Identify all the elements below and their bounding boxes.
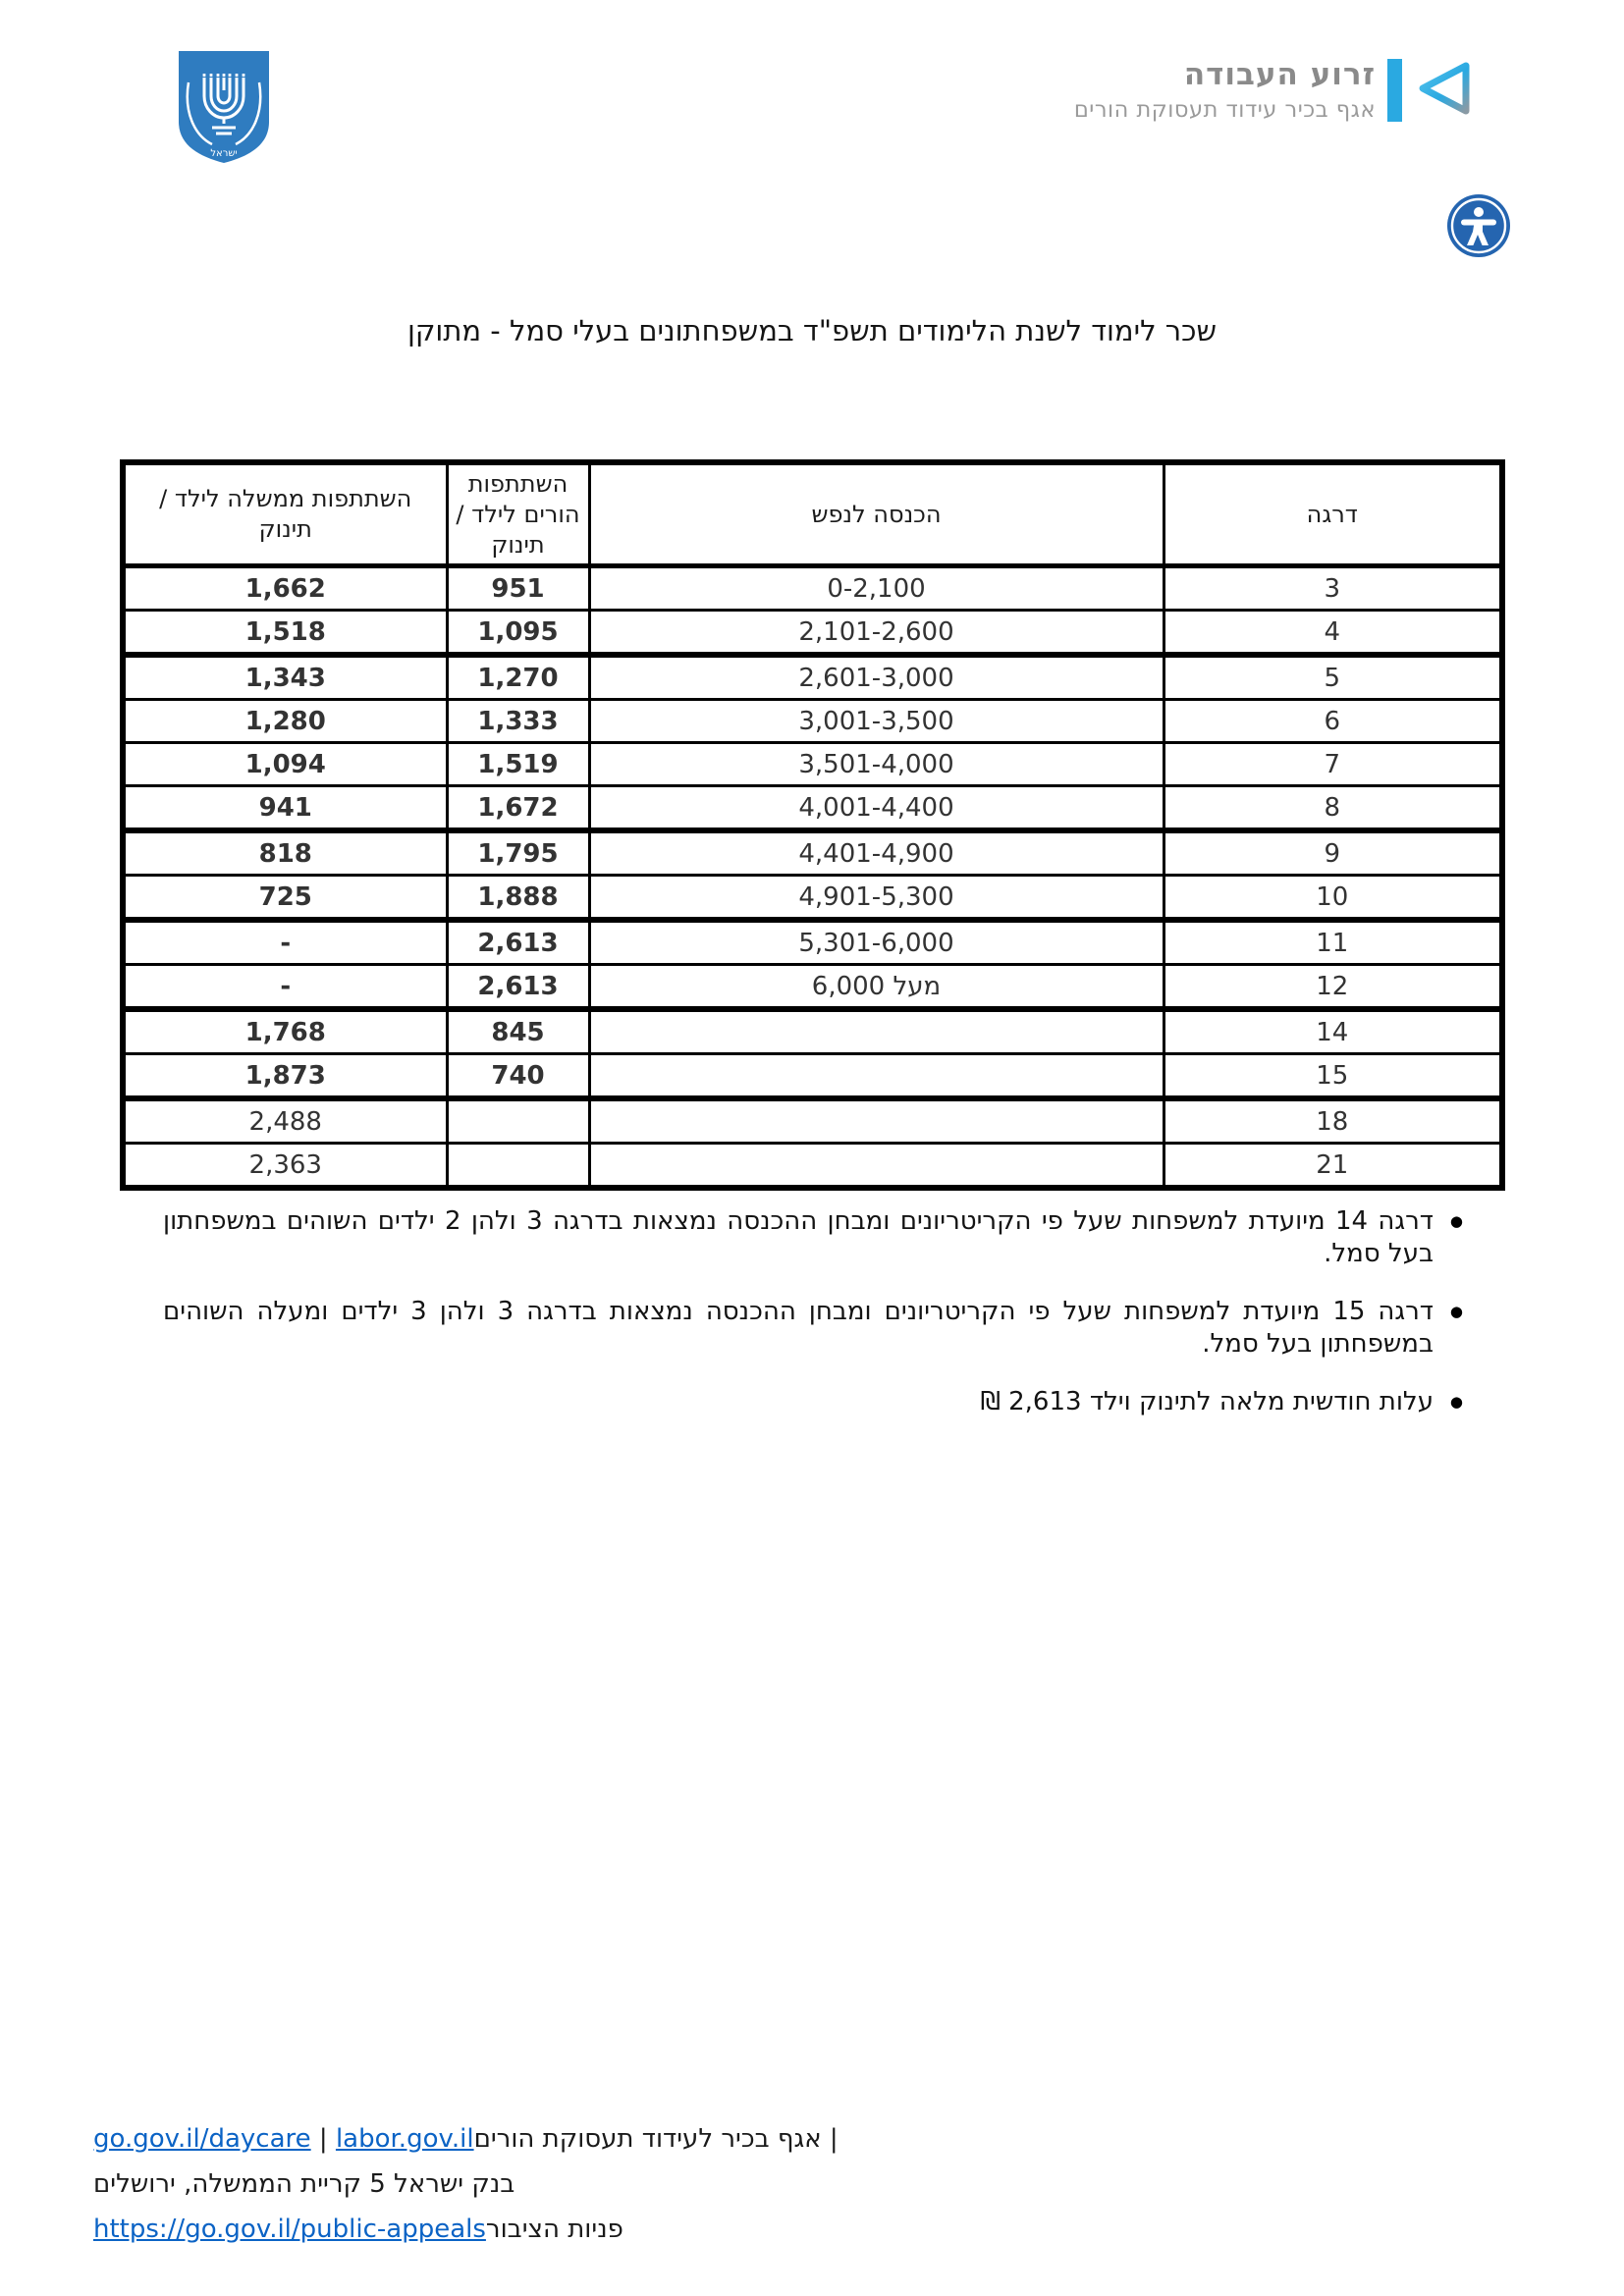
cell-government: 725 (123, 876, 447, 921)
cell-level: 4 (1164, 611, 1502, 656)
brand-subtitle: אגף בכיר עידוד תעסוקת הורים (1073, 96, 1376, 123)
tuition-table (120, 459, 1505, 1191)
cell-level: 10 (1164, 876, 1502, 921)
note-text: עלות חודשית מלאה לתינוק וילד 2,613 ₪ (980, 1387, 1434, 1416)
cell-government: 1,873 (123, 1054, 447, 1099)
labor-gov-link[interactable]: labor.gov.il (335, 2124, 474, 2154)
cell-parents (447, 1098, 589, 1144)
bullet-dot-icon: ● (1449, 1212, 1463, 1230)
table-row (123, 830, 1502, 876)
brand-title: זרוע העבודה (1183, 56, 1376, 92)
table-row (123, 965, 1502, 1010)
cell-government: 1,768 (123, 1009, 447, 1054)
cell-government: 818 (123, 830, 447, 876)
bullet-dot-icon: ● (1449, 1303, 1463, 1320)
footer (93, 2122, 908, 2258)
table-row (123, 786, 1502, 831)
table-row (123, 743, 1502, 786)
table-row (123, 566, 1502, 611)
brand-logo (1073, 56, 1475, 123)
brand-divider-bar (1387, 59, 1402, 122)
cell-parents: 1,095 (447, 611, 589, 656)
cell-income: 4,901-5,300 (589, 876, 1164, 921)
daycare-link[interactable]: go.gov.il/daycare (93, 2124, 311, 2154)
cell-government: - (123, 920, 447, 965)
footer-separator: | (310, 2124, 336, 2154)
bullet-dot-icon: ● (1449, 1393, 1463, 1411)
cell-income: 3,001-3,500 (589, 700, 1164, 743)
cell-level: 8 (1164, 786, 1502, 831)
header-level: דרגה (1164, 462, 1502, 566)
cell-income: 5,301-6,000 (589, 920, 1164, 965)
cell-income (589, 1009, 1164, 1054)
cell-level: 18 (1164, 1098, 1502, 1144)
cell-level: 6 (1164, 700, 1502, 743)
cell-income: מעל 6,000 (589, 965, 1164, 1010)
footer-dept-label: | אגף בכיר לעידוד תעסוקת הורים (473, 2124, 839, 2154)
cell-income (589, 1144, 1164, 1189)
cell-level: 21 (1164, 1144, 1502, 1189)
cell-level: 3 (1164, 566, 1502, 611)
cell-parents: 1,672 (447, 786, 589, 831)
table-row (123, 611, 1502, 656)
cell-income: 2,601-3,000 (589, 655, 1164, 700)
israel-state-emblem-icon (175, 47, 273, 167)
note-item (163, 1386, 1461, 1418)
cell-level: 11 (1164, 920, 1502, 965)
emblem-label: ישראל (210, 148, 238, 159)
cell-level: 12 (1164, 965, 1502, 1010)
cell-income (589, 1098, 1164, 1144)
cell-government: 2,363 (123, 1144, 447, 1189)
cell-income (589, 1054, 1164, 1099)
cell-government: 1,518 (123, 611, 447, 656)
cell-level: 9 (1164, 830, 1502, 876)
cell-parents: 1,333 (447, 700, 589, 743)
table-header-row (123, 462, 1502, 566)
table-row (123, 920, 1502, 965)
cell-parents: 2,613 (447, 920, 589, 965)
cell-income: 2,101-2,600 (589, 611, 1164, 656)
cell-level: 15 (1164, 1054, 1502, 1099)
table-row (123, 876, 1502, 921)
header-government: השתתפות ממשלה לילד / תינוק (123, 462, 447, 566)
cell-income: 4,401-4,900 (589, 830, 1164, 876)
brand-triangle-icon (1414, 61, 1475, 120)
header-parents: השתתפות הורים לילד / תינוק (447, 462, 589, 566)
cell-parents: 1,519 (447, 743, 589, 786)
footer-address: בנק ישראל 5 קריית הממשלה, ירושלים (93, 2169, 515, 2199)
cell-level: 7 (1164, 743, 1502, 786)
cell-income: 4,001-4,400 (589, 786, 1164, 831)
table-row (123, 700, 1502, 743)
cell-government: 941 (123, 786, 447, 831)
table-row (123, 1054, 1502, 1099)
page-title: שכר לימוד לשנת הלימודים תשפ"ד במשפחתונים בעלי סמל - מתוקן (406, 314, 1218, 347)
header-income: הכנסה לנפש (589, 462, 1164, 566)
table-row (123, 1144, 1502, 1189)
cell-parents: 740 (447, 1054, 589, 1099)
notes-list (163, 1205, 1461, 1444)
cell-government: 1,280 (123, 700, 447, 743)
tuition-table-wrap (126, 459, 1505, 1191)
cell-parents: 1,270 (447, 655, 589, 700)
cell-government: 2,488 (123, 1098, 447, 1144)
footer-dept-line (93, 2122, 908, 2156)
cell-income: 0-2,100 (589, 566, 1164, 611)
cell-level: 5 (1164, 655, 1502, 700)
cell-government: 1,094 (123, 743, 447, 786)
public-appeals-label: פניות הציבור (485, 2215, 623, 2244)
cell-income: 3,501-4,000 (589, 743, 1164, 786)
table-row (123, 655, 1502, 700)
cell-level: 14 (1164, 1009, 1502, 1054)
cell-parents: 2,613 (447, 965, 589, 1010)
table-row (123, 1098, 1502, 1144)
note-item (163, 1205, 1461, 1270)
accessibility-icon[interactable] (1446, 193, 1511, 258)
note-text: דרגה 15 מיועדת למשפחות שעל פי הקריטריונים ומבחן ההכנסה נמצאות בדרגה 3 ולהן 3 ילדים ומעלה השוהים במשפחתון בעל סמל. (163, 1297, 1434, 1359)
cell-government: - (123, 965, 447, 1010)
brand-text (1073, 56, 1376, 123)
note-text: דרגה 14 מיועדת למשפחות שעל פי הקריטריונים ומבחן ההכנסה נמצאות בדרגה 3 ולהן 2 ילדים השוהים במשפחתון בעל סמל. (163, 1206, 1434, 1268)
public-appeals-link[interactable]: https://go.gov.il/public-appeals (93, 2215, 486, 2244)
cell-parents (447, 1144, 589, 1189)
footer-appeals-line (93, 2213, 908, 2246)
cell-parents: 1,795 (447, 830, 589, 876)
cell-government: 1,343 (123, 655, 447, 700)
cell-government: 1,662 (123, 566, 447, 611)
cell-parents: 1,888 (447, 876, 589, 921)
note-item (163, 1296, 1461, 1361)
cell-parents: 845 (447, 1009, 589, 1054)
cell-parents: 951 (447, 566, 589, 611)
table-row (123, 1009, 1502, 1054)
